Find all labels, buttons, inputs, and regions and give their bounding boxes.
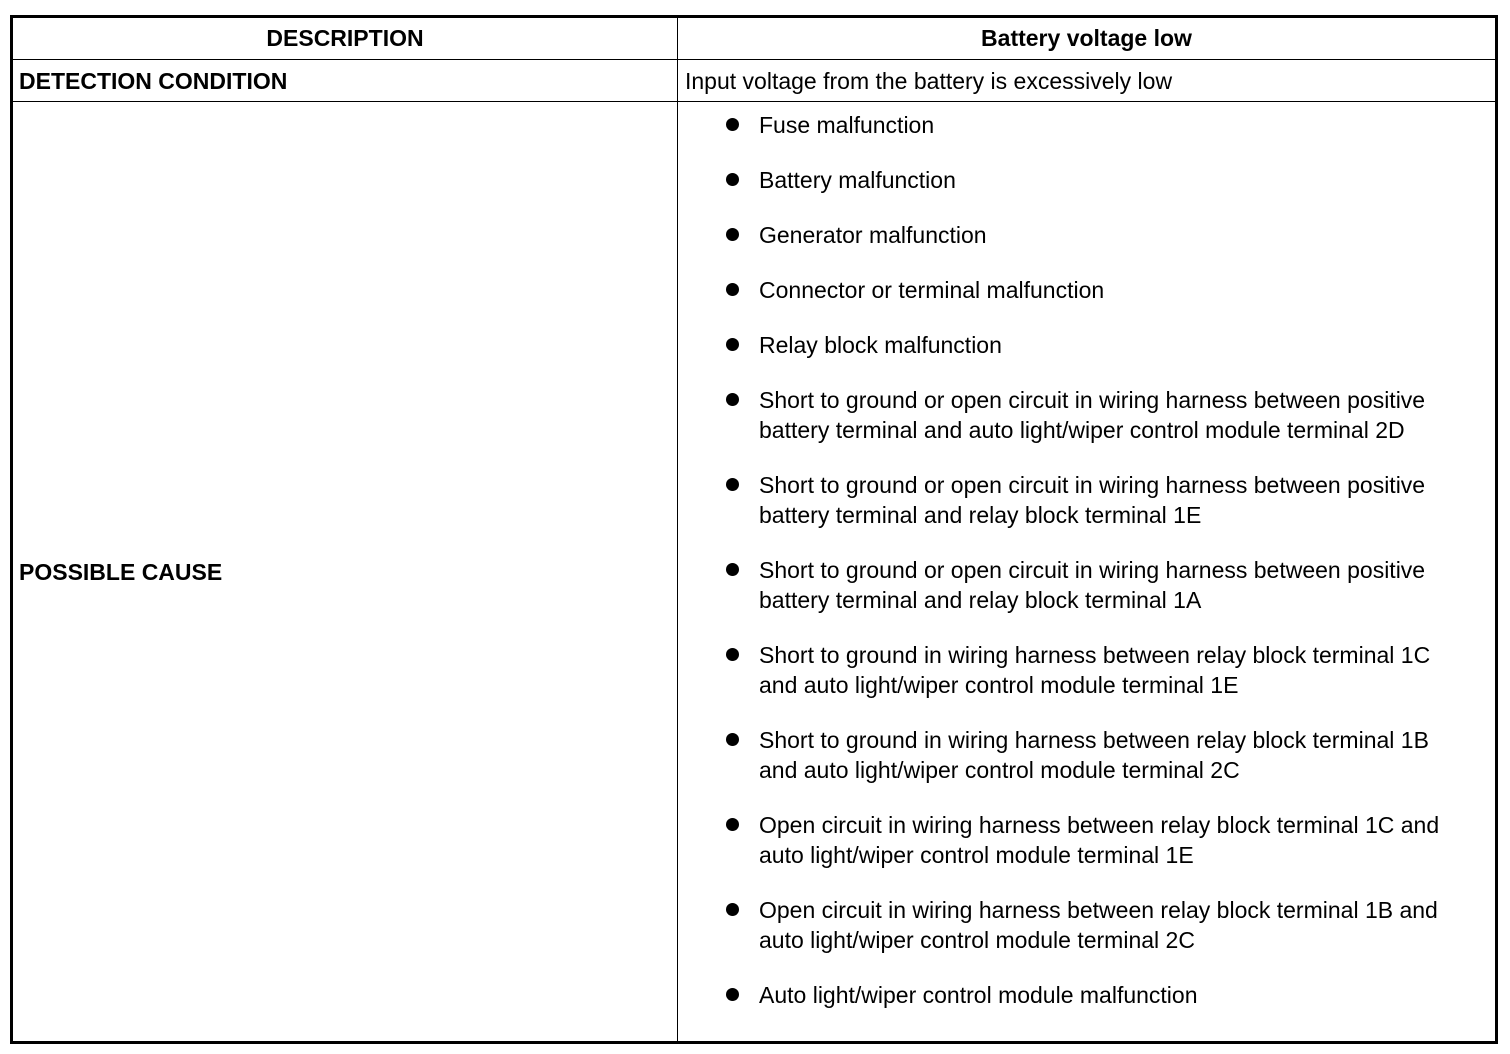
cause-text: Generator malfunction	[759, 222, 987, 248]
list-item	[726, 385, 1446, 445]
bullet-icon	[726, 818, 739, 831]
bullet-icon	[726, 478, 739, 491]
bullet-icon	[726, 563, 739, 576]
detection-value-cell	[678, 60, 1495, 101]
bullet-icon	[726, 228, 739, 241]
possible-cause-label-cell	[13, 102, 678, 1041]
header-cell-dtc-title	[678, 18, 1495, 59]
bullet-icon	[726, 733, 739, 746]
bullet-icon	[726, 118, 739, 131]
header-cell-description	[13, 18, 678, 59]
header-dtc-title: Battery voltage low	[981, 25, 1192, 51]
cause-text: Short to ground or open circuit in wiring harness between positive battery terminal and relay block terminal 1A	[759, 557, 1426, 613]
bullet-icon	[726, 648, 739, 661]
possible-cause-row	[13, 102, 1495, 1041]
bullet-icon	[726, 338, 739, 351]
list-item	[726, 725, 1446, 785]
bullet-icon	[726, 173, 739, 186]
dtc-description-table	[10, 15, 1498, 1044]
bullet-icon	[726, 283, 739, 296]
detection-label-cell	[13, 60, 678, 101]
list-item	[726, 330, 1446, 360]
list-item	[726, 555, 1446, 615]
cause-text: Open circuit in wiring harness between relay block terminal 1B and auto light/wiper control module terminal 2C	[759, 897, 1438, 953]
bullet-icon	[726, 393, 739, 406]
cause-text: Short to ground or open circuit in wiring harness between positive battery terminal and relay block terminal 1E	[759, 472, 1426, 528]
list-item	[726, 810, 1446, 870]
possible-cause-label: POSSIBLE CAUSE	[19, 559, 223, 585]
cause-text: Short to ground in wiring harness between relay block terminal 1B and auto light/wiper control module terminal 2C	[759, 727, 1429, 783]
detection-condition-row	[13, 60, 1495, 102]
cause-text: Battery malfunction	[759, 167, 956, 193]
list-item	[726, 275, 1446, 305]
cause-text: Connector or terminal malfunction	[759, 277, 1105, 303]
table-header-row	[13, 18, 1495, 60]
cause-text: Short to ground or open circuit in wiring harness between positive battery terminal and auto light/wiper control module terminal 2D	[759, 387, 1426, 443]
bullet-icon	[726, 988, 739, 1001]
cause-text: Short to ground in wiring harness between relay block terminal 1C and auto light/wiper control module terminal 1E	[759, 642, 1431, 698]
list-item	[726, 110, 1446, 140]
bullet-icon	[726, 903, 739, 916]
list-item	[726, 220, 1446, 250]
cause-text: Open circuit in wiring harness between relay block terminal 1C and auto light/wiper control module terminal 1E	[759, 812, 1440, 868]
list-item	[726, 470, 1446, 530]
list-item	[726, 895, 1446, 955]
detection-condition-value: Input voltage from the battery is excessively low	[685, 68, 1173, 94]
cause-text: Relay block malfunction	[759, 332, 1002, 358]
list-item	[726, 640, 1446, 700]
cause-text: Fuse malfunction	[759, 112, 935, 138]
list-item	[726, 165, 1446, 195]
cause-text: Auto light/wiper control module malfunction	[759, 982, 1198, 1008]
possible-cause-list-cell	[678, 102, 1495, 1041]
header-description-label: DESCRIPTION	[266, 25, 424, 51]
detection-condition-label: DETECTION CONDITION	[19, 68, 288, 94]
possible-cause-list	[726, 110, 1446, 1035]
list-item	[726, 980, 1446, 1010]
